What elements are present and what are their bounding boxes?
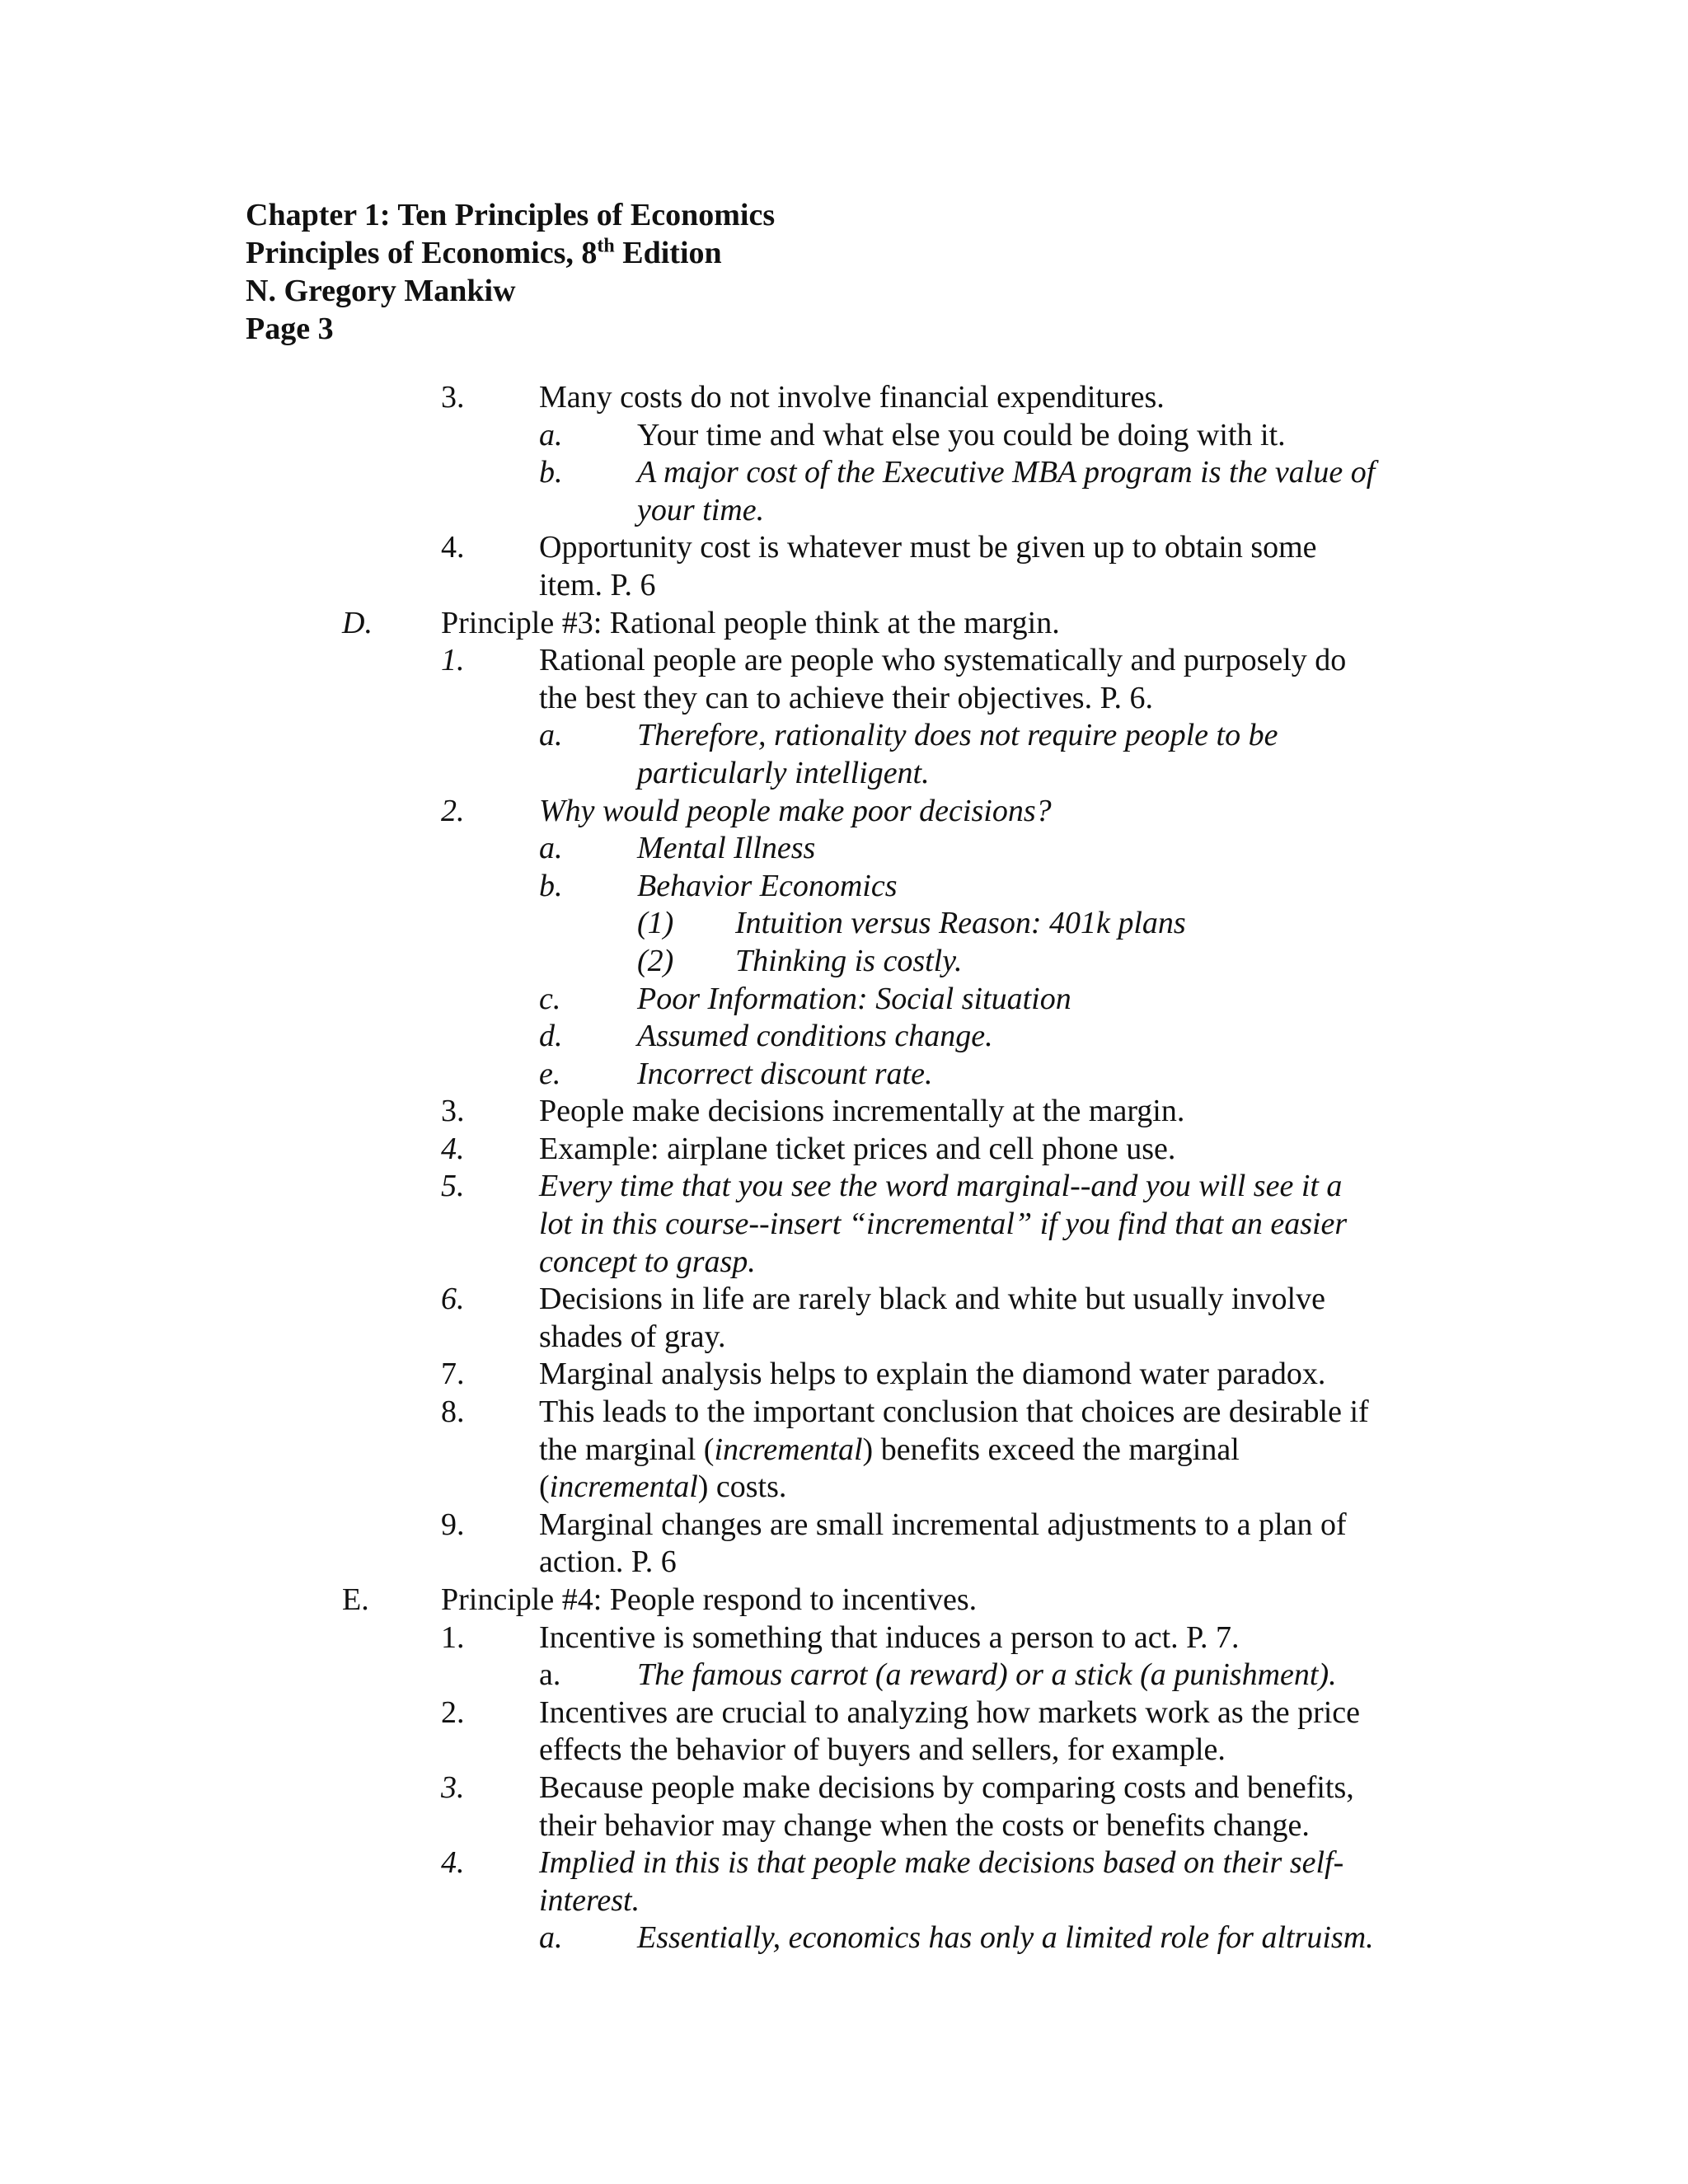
outline-line [0,1131,1688,1169]
outline-marker: 3. [441,1769,465,1805]
outline-marker: b. [539,455,563,490]
outline-line [0,981,1688,1019]
outline-marker: b. [539,868,563,903]
outline-text: concept to grasp. [539,1244,756,1279]
outline-text-part: the marginal ( [539,1432,715,1467]
outline-line [0,1507,1688,1544]
outline-text: their behavior may change when the costs or benefits change. [539,1807,1310,1843]
outline-body [0,379,1688,1957]
outline-marker: 3. [441,380,465,415]
outline-line [0,1244,1688,1282]
emphasis-text: incremental [549,1469,698,1505]
outline-marker: a. [539,1657,561,1693]
outline-text: Marginal changes are small incremental adjustments to a plan of [539,1507,1347,1542]
outline-text: Decisions in life are rarely black and white but usually involve [539,1282,1325,1317]
outline-text: Intuition versus Reason: 401k plans [735,906,1186,941]
outline-text: shades of gray. [539,1319,726,1354]
page-number: Page 3 [246,312,334,346]
author-name: N. Gregory Mankiw [246,274,516,308]
outline-line [0,567,1688,605]
outline-text: the best they can to achieve their objectives. P. 6. [539,680,1153,715]
outline-text: Principle #4: People respond to incentives. [441,1582,978,1617]
outline-text: Behavior Economics [637,868,898,903]
outline-text: Incentives are crucial to analyzing how markets work as the price [539,1694,1361,1730]
book-title-edition: Edition [614,236,722,270]
outline-marker: E. [342,1582,369,1617]
outline-line [0,379,1688,417]
outline-line [0,1018,1688,1056]
outline-marker: a. [539,417,563,452]
outline-marker: 8. [441,1394,465,1430]
outline-text-part: ) benefits exceed the marginal [862,1432,1240,1467]
outline-marker: 1. [441,643,465,678]
outline-line [0,1432,1688,1469]
outline-marker: 6. [441,1282,465,1317]
outline-text [539,1432,1240,1469]
outline-marker: c. [539,981,561,1016]
outline-marker: D. [342,605,373,640]
outline-text: Therefore, rationality does not require people to be [637,718,1278,753]
outline-text: This leads to the important conclusion that choices are desirable if [539,1394,1369,1430]
outline-marker: 2. [441,793,465,828]
outline-text: Incentive is something that induces a person to act. P. 7. [539,1619,1240,1655]
outline-text: Example: airplane ticket prices and cell phone use. [539,1131,1176,1166]
outline-marker: a. [539,831,563,866]
outline-marker: a. [539,718,563,753]
book-title [246,234,775,272]
outline-text: item. P. 6 [539,567,656,602]
outline-line [0,905,1688,943]
outline-marker: (1) [637,906,674,941]
outline-line [0,454,1688,492]
outline-text: Opportunity cost is whatever must be given up to obtain some [539,530,1317,565]
outline-text: Thinking is costly. [735,943,963,978]
outline-line [0,1694,1688,1732]
outline-marker: 5. [441,1169,465,1204]
outline-text: particularly intelligent. [637,755,930,790]
outline-marker: 1. [441,1619,465,1655]
outline-text-part: ( [539,1469,550,1505]
outline-marker: 9. [441,1507,465,1542]
outline-line [0,1619,1688,1657]
outline-line [0,1769,1688,1807]
outline-text: action. P. 6 [539,1544,677,1580]
outline-line [0,1807,1688,1845]
outline-marker: 4. [441,1845,465,1881]
outline-text: Implied in this is that people make decisions based on their self- [539,1845,1344,1881]
outline-line [0,1206,1688,1244]
outline-line [0,1844,1688,1882]
outline-text: Principle #3: Rational people think at the margin. [441,605,1060,640]
outline-marker: 4. [441,530,465,565]
outline-marker: a. [539,1920,563,1956]
outline-line [0,1657,1688,1694]
outline-marker: 7. [441,1357,465,1392]
outline-line [0,1168,1688,1206]
outline-text: Essentially, economics has only a limited role for altruism. [637,1920,1374,1956]
outline-line [0,1544,1688,1582]
emphasis-text: incremental [714,1432,863,1467]
outline-line [0,417,1688,455]
outline-text: Marginal analysis helps to explain the diamond water paradox. [539,1357,1326,1392]
edition-superscript: th [597,235,615,257]
outline-line [0,1319,1688,1357]
outline-text: Why would people make poor decisions? [539,793,1052,828]
outline-marker: e. [539,1056,561,1091]
outline-line [0,1582,1688,1619]
outline-line [0,717,1688,755]
outline-line [0,1093,1688,1131]
outline-text: Every time that you see the word marginal--and you will see it a [539,1169,1343,1204]
outline-marker: 3. [441,1094,465,1129]
outline-line [0,642,1688,680]
outline-text: A major cost of the Executive MBA program is the value of [637,455,1376,490]
outline-line [0,680,1688,718]
document-header [246,196,775,348]
outline-text: Assumed conditions change. [637,1019,993,1054]
outline-text: Because people make decisions by comparing costs and benefits, [539,1769,1354,1805]
outline-line [0,830,1688,868]
outline-line [0,1056,1688,1094]
outline-text: Mental Illness [637,831,816,866]
outline-line [0,1281,1688,1319]
outline-line [0,529,1688,567]
outline-line [0,605,1688,643]
chapter-title: Chapter 1: Ten Principles of Economics [246,198,776,232]
outline-line [0,1919,1688,1957]
outline-line [0,492,1688,530]
outline-text: People make decisions incrementally at the margin. [539,1094,1185,1129]
outline-line [0,1356,1688,1394]
outline-text-part: ) costs. [697,1469,787,1505]
outline-text: Your time and what else you could be doing with it. [637,417,1286,452]
outline-text: lot in this course--insert “incremental” if you find that an easier [539,1207,1348,1242]
outline-marker: d. [539,1019,563,1054]
outline-marker: (2) [637,943,674,978]
outline-text: interest. [539,1882,640,1918]
book-title-text: Principles of Economics, 8 [246,236,598,270]
outline-text: Poor Information: Social situation [637,981,1071,1016]
outline-line [0,755,1688,793]
outline-line [0,943,1688,981]
outline-text: The famous carrot (a reward) or a stick (a punishment). [637,1657,1337,1693]
outline-text: Rational people are people who systematically and purposely do [539,643,1347,678]
outline-line [0,1732,1688,1769]
outline-line [0,868,1688,906]
outline-line [0,1469,1688,1507]
outline-text: your time. [637,492,765,527]
outline-line [0,793,1688,831]
outline-marker: 4. [441,1131,465,1166]
outline-line [0,1882,1688,1920]
outline-line [0,1394,1688,1432]
outline-text: effects the behavior of buyers and sellers, for example. [539,1732,1226,1768]
outline-marker: 2. [441,1694,465,1730]
outline-text [539,1469,786,1507]
outline-text: Many costs do not involve financial expenditures. [539,380,1165,415]
outline-text: Incorrect discount rate. [637,1056,933,1091]
